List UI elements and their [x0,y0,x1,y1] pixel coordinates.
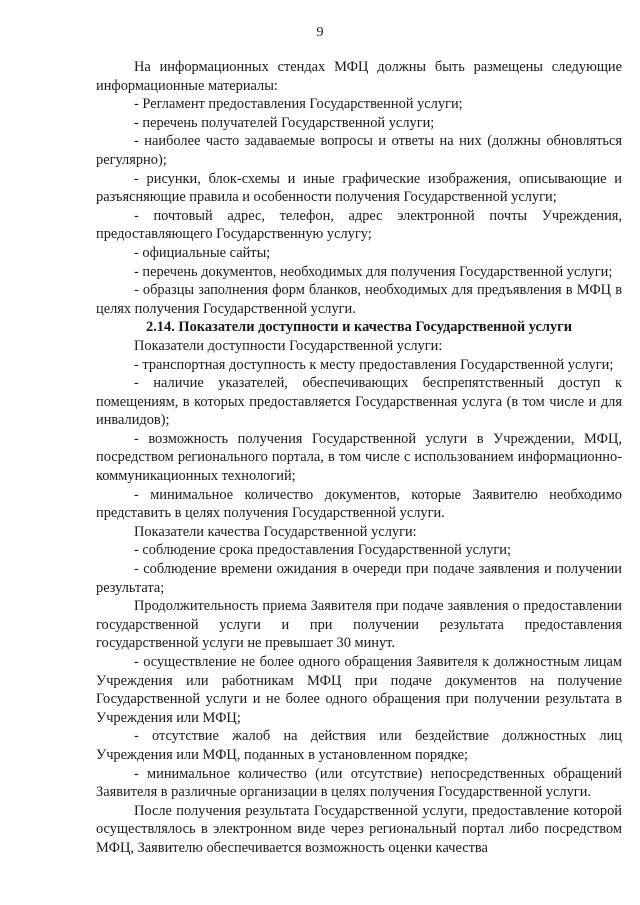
list-item: - соблюдение срока предоставления Государственной услуги; [134,542,512,559]
list-item: - перечень документов, необходимых для получения Государственной услуги; [134,263,613,280]
list-item: - перечень получателей Государственной услуги; [134,114,435,131]
paragraph: После получения результата Государственной услуги, предоставление которой осуществлялось в электронном виде через региональный портал либо посредством МФЦ, Заявителю обеспечивается возможность оценки качества [96,802,622,856]
list-item: - образцы заполнения форм бланков, необходимых для предъявления в МФЦ в целях получения Государственной услуги. [96,282,622,317]
list-item: - почтовый адрес, телефон, адрес электронной почты Учреждения, предоставляющего Государственную услугу; [96,207,622,243]
paragraph: На информационных стендах МФЦ должны быть размещены следующие информационные материалы: [96,59,622,94]
document-body [96,58,622,858]
list-item: - наиболее часто задаваемые вопросы и ответы на них (должны обновляться регулярно); [96,133,622,168]
list-item: - осуществление не более одного обращения Заявителя к должностным лицам Учреждения или работникам МФЦ при подаче документов на получение Государственной услуги и не более одного обращения при получении результата в Учреждения или МФЦ; [96,654,622,726]
list-item: - Регламент предоставления Государственной услуги; [134,96,463,113]
list-item: - соблюдение времени ожидания в очереди при подаче заявления и получении результата; [96,561,622,596]
paragraph: Показатели качества Государственной услуги: [134,523,417,540]
paragraph: Показатели доступности Государственной услуги: [134,337,443,354]
list-item: - наличие указателей, обеспечивающих беспрепятственный доступ к помещениям, в которых предоставляется Государственная услуга (в том числе и для инвалидов); [96,375,622,429]
page-number: 9 [316,25,324,40]
list-item: - возможность получения Государственной услуги в Учреждении, МФЦ, посредством регионального портала, в том числе с использованием информационно-коммуникационных технологий; [96,430,622,485]
paragraph: Продолжительность приема Заявителя при подаче заявления о предоставлении государственной услуги и при получении результата предоставления государственной услуги не превышает 30 минут. [96,598,622,652]
list-item: - официальные сайты; [134,244,271,261]
list-item: - минимальное количество документов, которые Заявителю необходимо представить в целях получения Государственной услуги. [96,486,622,522]
section-heading: 2.14. Показатели доступности и качества Государственной услуги [146,319,572,336]
list-item: - минимальное количество (или отсутствие) непосредственных обращений Заявителя в различные организации в целях получения Государственной услуги. [96,765,622,801]
list-item: - рисунки, блок-схемы и иные графические изображения, описывающие и разъясняющие правила и особенности получения Государственной услуги; [96,170,622,206]
list-item: - транспортная доступность к месту предоставления Государственной услуги; [134,356,614,373]
list-item: - отсутствие жалоб на действия или бездействие должностных лиц Учреждения или МФЦ, поданных в установленном порядке; [96,728,622,763]
